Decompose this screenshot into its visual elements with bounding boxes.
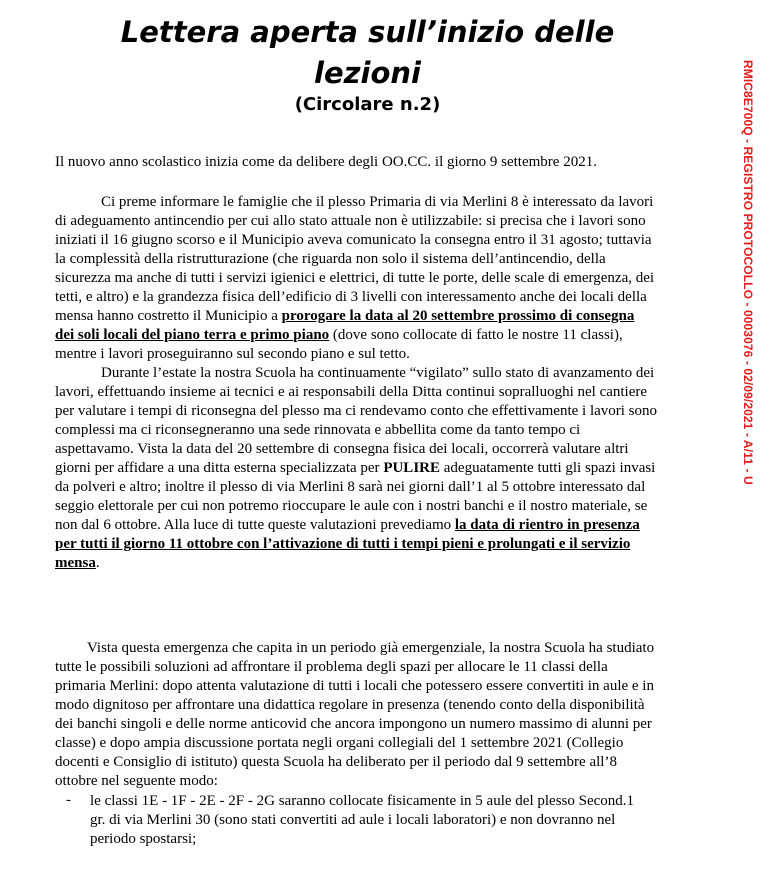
p1-line: la complessità della ristrutturazione (che riguarda non solo il sistema dell’antincendio, della	[55, 251, 606, 267]
document-title	[55, 12, 680, 94]
p1-line: sicurezza ma anche di tutti i servizi igienici e elettrici, di tutte le porte, delle scale di emergenza, dei	[55, 270, 655, 286]
p2-emphasis: PULIRE	[383, 460, 440, 476]
p2-line: seggio elettorale per cui non potremo rioccupare le aule con i nostri banchi e il nostro materiale, se	[55, 498, 648, 514]
p1-emphasis: prorogare la data al 20 settembre prossimo di consegna	[281, 308, 635, 324]
p1-line	[55, 307, 715, 326]
bullet-line: periodo spostarsi;	[90, 831, 197, 847]
p2-text: giorni per affidare a una ditta esterna specializzata per	[55, 460, 384, 476]
p1-text: mensa hanno costretto il Municipio a	[55, 308, 282, 324]
paragraph-2	[55, 364, 715, 573]
p2-line: Durante l’estate la nostra Scuola ha continuamente “vigilato” sullo stato di avanzamento dei	[101, 365, 655, 381]
bullet-dash: -	[66, 792, 71, 808]
intro-paragraph	[55, 153, 715, 172]
p3-line: primaria Merlini: dopo attenta valutazione di tutti i locali che potessero essere convertiti in aule e in	[55, 678, 654, 694]
p2-line	[55, 459, 715, 478]
p2-line: per valutare i tempi di riconsegna del plesso ma ci rendevamo conto che effettivamente i lavori sono	[55, 403, 658, 419]
p2-line	[55, 554, 715, 573]
p2-line	[55, 535, 715, 554]
p1-text: (dove sono collocate di fatto le nostre 11 classi),	[329, 327, 623, 343]
protocol-stamp: RMIC8E700Q - REGISTRO PROTOCOLLO - 0003076 - 02/09/2021 - A/11 - U	[741, 60, 755, 485]
p2-emphasis: per tutti il giorno 11 ottobre con l’attivazione di tutti i tempi pieni e prolungati e il servizio	[55, 536, 631, 552]
title-line-2: lezioni	[314, 56, 421, 90]
p2-emphasis: mensa	[55, 555, 96, 571]
p1-line	[55, 326, 715, 345]
p2-text: adeguatamente tutti gli spazi invasi	[440, 460, 656, 476]
paragraph-1	[55, 193, 715, 364]
p3-line: classe) e dopo ampia discussione portata negli organi collegiali del 1 settembre 2021 (Collegio	[55, 735, 624, 751]
p3-line: tutte le possibili soluzioni ad affrontare il problema degli spazi per allocare le 11 classi della	[55, 659, 608, 675]
title-line-1: Lettera aperta sull’inizio delle	[120, 15, 615, 49]
paragraph-3	[55, 639, 715, 791]
bullet-item	[90, 792, 710, 849]
p2-line: da polveri e altro; inoltre il plesso di via Merlini 8 sarà nei giorni dall’1 al 5 ottobre interessato dal	[55, 479, 646, 495]
intro-line: Il nuovo anno scolastico inizia come da delibere degli OO.CC. il giorno 9 settembre 2021.	[55, 154, 597, 170]
p2-text: .	[95, 555, 100, 571]
p3-line: ottobre nel seguente modo:	[55, 773, 218, 789]
p2-line: complessi ma ci riconsegneranno una sede rinnovata e abbellita come da tanto tempo ci	[55, 422, 581, 438]
p2-line: lavori, effettuando insieme ai tecnici e ai responsabili della Ditta continui sopralluoghi nel cantiere	[55, 384, 648, 400]
p1-line: iniziati il 16 giugno scorso e il Municipio aveva comunicato la consegna entro il 31 agosto; tuttavia	[55, 232, 652, 248]
p2-line	[55, 516, 715, 535]
p1-line: mentre i lavori proseguiranno sul secondo piano e sul tetto.	[55, 346, 410, 362]
bullet-line: le classi 1E - 1F - 2E - 2F - 2G saranno collocate fisicamente in 5 aule del plesso Second.1	[90, 793, 635, 809]
p2-line: aspettavamo. Vista la data del 20 settembre di consegna fisica dei locali, occorrerà valutare altri	[55, 441, 629, 457]
p2-emphasis: la data di rientro in presenza	[454, 517, 640, 533]
bullet-line: gr. di via Merlini 30 (sono stati convertiti ad aule i locali laboratori) e non dovranno nel	[90, 812, 616, 828]
p1-emphasis: dei soli locali del piano terra e primo piano	[55, 327, 330, 343]
p3-line: dei banchi singoli e delle norme anticovid che ancora impongono un numero massimo di alunni per	[55, 716, 652, 732]
p1-line: Ci preme informare le famiglie che il plesso Primaria di via Merlini 8 è interessato da lavori	[101, 194, 654, 210]
document-subtitle: (Circolare n.2)	[294, 94, 441, 115]
p3-line: docenti e Consiglio di istituto) questa Scuola ha deliberato per il periodo dal 9 settembre all’8	[55, 754, 617, 770]
p1-line: di adeguamento antincendio per cui allo stato attuale non è utilizzabile: si precisa che i lavori sono	[55, 213, 646, 229]
p3-line: modo dignitoso per affrontare una didattica regolare in presenza (tenendo conto della disponibilità	[55, 697, 645, 713]
p3-line: Vista questa emergenza che capita in un periodo già emergenziale, la nostra Scuola ha studiato	[87, 640, 655, 656]
p1-line: tetti, e altro) e la grandezza fisica dell’edificio di 3 livelli con interessamento anche dei locali della	[55, 289, 647, 305]
p2-text: non dal 6 ottobre. Alla luce di tutte queste valutazioni prevediamo	[55, 517, 455, 533]
